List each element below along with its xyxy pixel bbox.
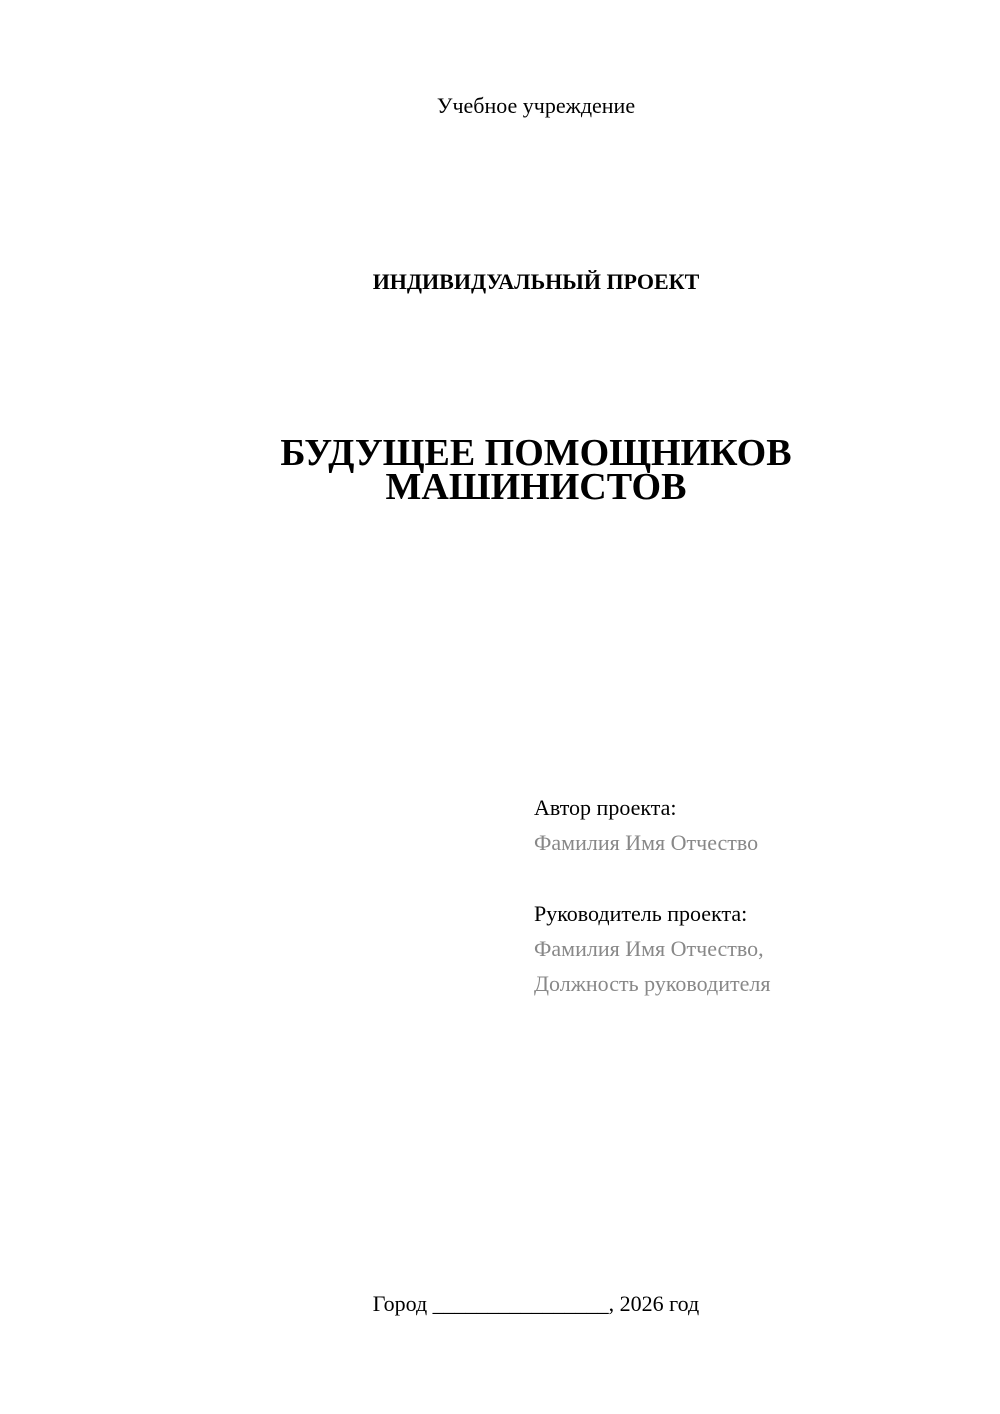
credits-spacer bbox=[534, 860, 954, 896]
document-type: ИНДИВИДУАЛЬНЫЙ ПРОЕКТ bbox=[372, 269, 700, 294]
supervisor-position: Должность руководителя bbox=[534, 971, 771, 996]
city-year-line: Город ________________, 2026 год bbox=[372, 1291, 700, 1316]
author-name: Фамилия Имя Отчество bbox=[534, 830, 759, 855]
project-title bbox=[0, 432, 1000, 508]
institution-name: Учебное учреждение bbox=[436, 93, 636, 118]
author-label: Автор проекта: bbox=[534, 795, 677, 820]
supervisor-name: Фамилия Имя Отчество, bbox=[534, 936, 764, 961]
project-title-line-1: БУДУЩЕЕ ПОМОЩНИКОВ bbox=[280, 432, 792, 474]
supervisor-label: Руководитель проекта: bbox=[534, 901, 748, 926]
project-credits bbox=[534, 790, 954, 1001]
project-title-line-2: МАШИНИСТОВ bbox=[385, 466, 687, 508]
